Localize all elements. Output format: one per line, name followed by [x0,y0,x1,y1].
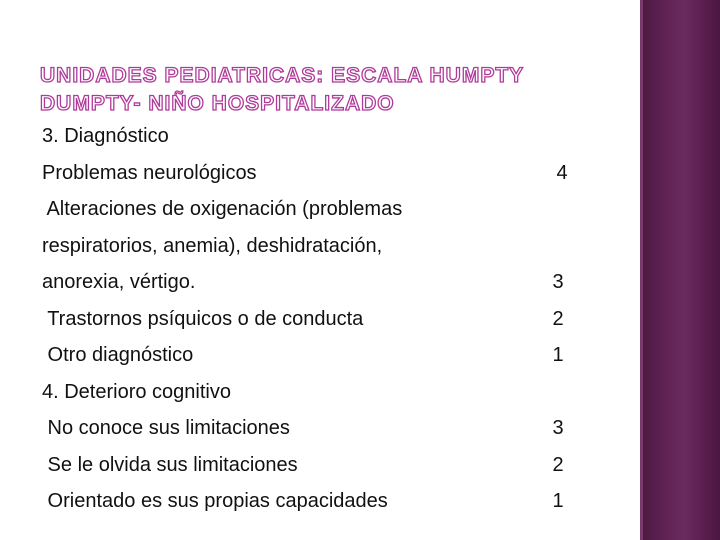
row-text: anorexia, vértigo. [42,271,196,293]
list-item [0,301,640,338]
row-text: respiratorios, anemia), deshidratación, [42,234,383,257]
row-text: 4. Deterioro cognitivo [42,380,231,403]
list-item [0,337,640,374]
row-text: Orientado es sus propias capacidades [42,490,388,512]
list-item [0,191,640,228]
row-text: Otro diagnóstico [42,344,194,366]
row-score: 2 [552,453,564,476]
row-text: 3. Diagnóstico [42,125,169,147]
list-item [0,447,640,484]
row-score: 2 [552,307,564,330]
row-score: 1 [552,490,564,512]
row-text: Se le olvida sus limitaciones [42,453,298,476]
row-text: Trastornos psíquicos o de conducta [42,307,364,330]
row-score: 4 [556,161,568,184]
section-heading-deterioro-cognitivo [0,374,640,411]
scale-content [0,118,640,520]
title-line-1: UNIDADES PEDIATRICAS: ESCALA HUMPTY [40,64,525,87]
row-score: 3 [552,417,564,439]
list-item [0,483,640,520]
row-text: No conoce sus limitaciones [42,417,290,439]
list-item [0,155,640,192]
list-item [0,410,640,447]
section-heading-diagnostico [0,118,640,155]
row-score: 1 [552,344,564,366]
row-text: Alteraciones de oxigenación (problemas [42,198,403,220]
row-text: Problemas neurológicos [42,161,257,184]
list-item [0,228,640,265]
decorative-side-band [640,0,720,540]
slide-title [40,62,600,118]
list-item [0,264,640,301]
title-line-2: DUMPTY- NIÑO HOSPITALIZADO [40,92,395,115]
row-score: 3 [552,271,564,293]
